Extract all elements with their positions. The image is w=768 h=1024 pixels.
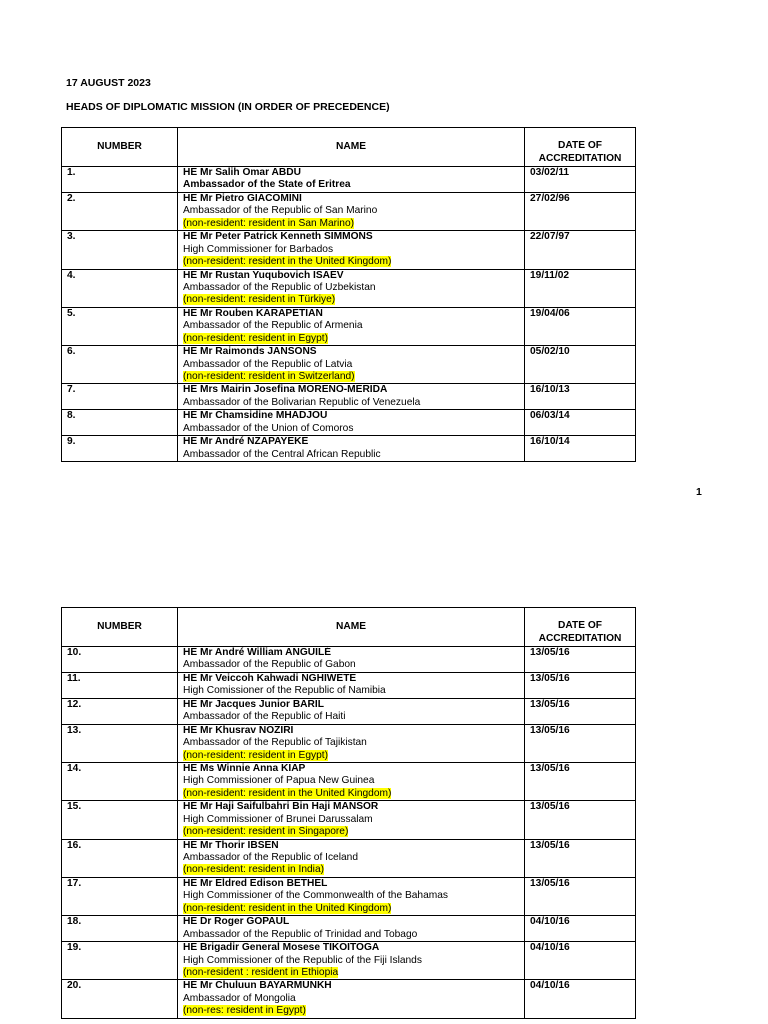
residence-note: (non-resident: resident in Singapore) [183, 826, 349, 838]
accreditation-date: 13/05/16 [525, 762, 636, 800]
ambassador-title: High Commissioner of the Commonwealth of the Bahamas [183, 890, 448, 902]
ambassador-title: Ambassador of the Republic of Uzbekistan [183, 281, 376, 293]
ambassador-name: HE Mr Veiccoh Kahwadi NGHIWETE [183, 672, 357, 684]
column-header-date: DATE OF ACCREDITATION [525, 608, 636, 647]
row-number: 7. [62, 384, 178, 410]
ambassador-name: HE Mr Peter Patrick Kenneth SIMMONS [183, 231, 373, 243]
table-row [62, 839, 636, 877]
column-header-number: NUMBER [62, 128, 178, 167]
ambassador-name: HE Ms Winnie Anna KIAP [183, 762, 306, 774]
table-row [62, 724, 636, 762]
table-row [62, 384, 636, 410]
table-row [62, 410, 636, 436]
ambassador-name: HE Mr Rouben KARAPETIAN [183, 307, 323, 319]
ambassador-name: HE Mr Raimonds JANSONS [183, 346, 317, 358]
accreditation-date: 16/10/13 [525, 384, 636, 410]
residence-note: (non-resident : resident in Ethiopia [183, 966, 339, 978]
row-number: 2. [62, 192, 178, 230]
residence-note: (non-resident: resident in Egypt) [183, 332, 328, 344]
ambassador-title: Ambassador of the Central African Republic [183, 448, 381, 460]
row-number: 14. [62, 762, 178, 800]
ambassador-name: HE Mr Rustan Yuqubovich ISAEV [183, 269, 344, 281]
ambassador-title: Ambassador of the Republic of San Marino [183, 205, 378, 217]
ambassador-name: HE Mrs Mairin Josefina MORENO-MERIDA [183, 384, 388, 396]
ambassador-title: High Commissioner of the Republic of the Fiji Islands [183, 954, 422, 966]
table-row [62, 672, 636, 698]
accreditation-date: 13/05/16 [525, 877, 636, 915]
mission-head-cell [178, 192, 525, 230]
ambassador-title: High Commissioner for Barbados [183, 243, 334, 255]
accreditation-date: 03/02/11 [525, 167, 636, 193]
ambassador-name: HE Dr Roger GOPAUL [183, 916, 290, 928]
ambassador-name: HE Mr Jacques Junior BARIL [183, 698, 324, 710]
accreditation-date: 13/05/16 [525, 801, 636, 839]
ambassador-name: HE Mr André William ANGUILÉ [183, 647, 332, 658]
ambassador-name: HE Mr Salih Omar ABDU [183, 167, 301, 178]
ambassador-title: High Commissioner of Brunei Darussalam [183, 813, 373, 825]
row-number: 11. [62, 672, 178, 698]
table-body [62, 167, 636, 462]
mission-head-cell [178, 724, 525, 762]
accreditation-date: 13/05/16 [525, 672, 636, 698]
table-row [62, 762, 636, 800]
ambassador-name: HE Mr Chamsidine MHADJOU [183, 410, 328, 422]
table-row [62, 916, 636, 942]
table-row [62, 942, 636, 980]
table-row [62, 801, 636, 839]
accreditation-date: 27/02/96 [525, 192, 636, 230]
mission-head-cell [178, 877, 525, 915]
row-number: 16. [62, 839, 178, 877]
row-number: 20. [62, 980, 178, 1018]
ambassador-name: HE Mr Khusrav NOZIRI [183, 724, 294, 736]
ambassador-title: High Comissioner of the Republic of Namibia [183, 685, 386, 697]
row-number: 10. [62, 647, 178, 673]
table-row [62, 346, 636, 384]
accreditation-date: 13/05/16 [525, 698, 636, 724]
accreditation-date: 16/10/14 [525, 436, 636, 462]
row-number: 17. [62, 877, 178, 915]
row-number: 8. [62, 410, 178, 436]
residence-note: (non-resident: resident in Switzerland) [183, 371, 355, 382]
ambassador-name: HE Mr Thorir IBSEN [183, 839, 279, 851]
row-number: 13. [62, 724, 178, 762]
residence-note: (non-resident: resident in Egypt) [183, 749, 328, 761]
mission-head-cell [178, 167, 525, 193]
mission-head-cell [178, 410, 525, 436]
residence-note: (non-resident: resident in the United Kingdom) [183, 787, 392, 799]
mission-head-cell [178, 801, 525, 839]
row-number: 19. [62, 942, 178, 980]
mission-head-cell [178, 307, 525, 345]
table-row [62, 877, 636, 915]
mission-head-cell [178, 231, 525, 269]
accreditation-date: 06/03/14 [525, 410, 636, 436]
accreditation-date: 04/10/16 [525, 980, 636, 1018]
ambassador-title: Ambassador of the Republic of Latvia [183, 358, 353, 370]
mission-head-cell [178, 942, 525, 980]
table-body [62, 647, 636, 1019]
accreditation-date: 13/05/16 [525, 839, 636, 877]
ambassador-name: HE Mr Pietro GIACOMINI [183, 192, 302, 204]
residence-note: (non-resident: resident in San Marino) [183, 217, 355, 229]
table-row [62, 167, 636, 193]
residence-note: (non-resident: resident in Türkiye) [183, 294, 336, 306]
ambassador-name: HE Mr Haji Saifulbahri Bin Haji MANSOR [183, 801, 379, 813]
mission-head-cell [178, 346, 525, 384]
table-row [62, 698, 636, 724]
page-number: 1 [696, 486, 702, 498]
ambassador-title: Ambassador of the Republic of Armenia [183, 320, 363, 332]
ambassador-title: Ambassador of the Republic of Gabon [183, 659, 356, 671]
mission-head-cell [178, 269, 525, 307]
accreditation-date: 05/02/10 [525, 346, 636, 384]
table-row [62, 269, 636, 307]
column-header-name: NAME [178, 128, 525, 167]
row-number: 6. [62, 346, 178, 384]
ambassador-title: Ambassador of Mongolia [183, 992, 296, 1004]
column-header-name: NAME [178, 608, 525, 647]
accreditation-date: 22/07/97 [525, 231, 636, 269]
ambassador-name: HE Mr André NZAPAYEKE [183, 436, 309, 448]
table-row [62, 192, 636, 230]
ambassador-title: Ambassador of the Republic of Trinidad and Tobago [183, 928, 418, 940]
row-number: 3. [62, 231, 178, 269]
accreditation-date: 19/04/06 [525, 307, 636, 345]
column-header-date: DATE OF ACCREDITATION [525, 128, 636, 167]
ambassador-title: High Commissioner of Papua New Guinea [183, 775, 375, 787]
ambassador-name: HE Mr Eldred Edison BETHEL [183, 877, 328, 889]
ambassador-title: Ambassador of the Republic of Haiti [183, 711, 346, 723]
diplomatic-table-2 [61, 607, 636, 1019]
row-number: 5. [62, 307, 178, 345]
accreditation-date: 19/11/02 [525, 269, 636, 307]
mission-head-cell [178, 980, 525, 1018]
ambassador-title: Ambassador of the Union of Comoros [183, 422, 354, 434]
mission-head-cell [178, 839, 525, 877]
document-title: HEADS OF DIPLOMATIC MISSION (IN ORDER OF PRECEDENCE) [66, 101, 390, 113]
diplomatic-table-1 [61, 127, 636, 462]
residence-note: (non-resident: resident in the United Kingdom) [183, 902, 392, 914]
mission-head-cell [178, 762, 525, 800]
row-number: 15. [62, 801, 178, 839]
mission-head-cell [178, 916, 525, 942]
row-number: 12. [62, 698, 178, 724]
row-number: 18. [62, 916, 178, 942]
residence-note: (non-resident: resident in the United Kingdom) [183, 256, 392, 268]
column-header-number: NUMBER [62, 608, 178, 647]
ambassador-title: Ambassador of the Bolivarian Republic of Venezuela [183, 396, 421, 408]
residence-note: (non-resident: resident in India) [183, 864, 325, 876]
accreditation-date: 04/10/16 [525, 916, 636, 942]
accreditation-date: 04/10/16 [525, 942, 636, 980]
accreditation-date: 13/05/16 [525, 647, 636, 673]
document-date: 17 AUGUST 2023 [66, 77, 151, 89]
residence-note: (non-res: resident in Egypt) [183, 1005, 306, 1017]
mission-head-cell [178, 436, 525, 462]
table-header-row [62, 608, 636, 647]
mission-head-cell [178, 698, 525, 724]
ambassador-name: HE Brigadir General Mosese TIKOITOGA [183, 942, 380, 954]
ambassador-title: Ambassador of the Republic of Iceland [183, 852, 358, 863]
ambassador-title: Ambassador of the Republic of Tajikistan [183, 737, 367, 749]
mission-head-cell [178, 647, 525, 673]
mission-head-cell [178, 672, 525, 698]
row-number: 4. [62, 269, 178, 307]
table-row [62, 647, 636, 673]
row-number: 1. [62, 167, 178, 193]
row-number: 9. [62, 436, 178, 462]
table-row [62, 980, 636, 1018]
table-header-row [62, 128, 636, 167]
table-row [62, 307, 636, 345]
table-row [62, 231, 636, 269]
ambassador-name: HE Mr Chuluun BAYARMUNKH [183, 980, 332, 992]
ambassador-title: Ambassador of the State of Eritrea [183, 179, 351, 191]
table-row [62, 436, 636, 462]
mission-head-cell [178, 384, 525, 410]
accreditation-date: 13/05/16 [525, 724, 636, 762]
